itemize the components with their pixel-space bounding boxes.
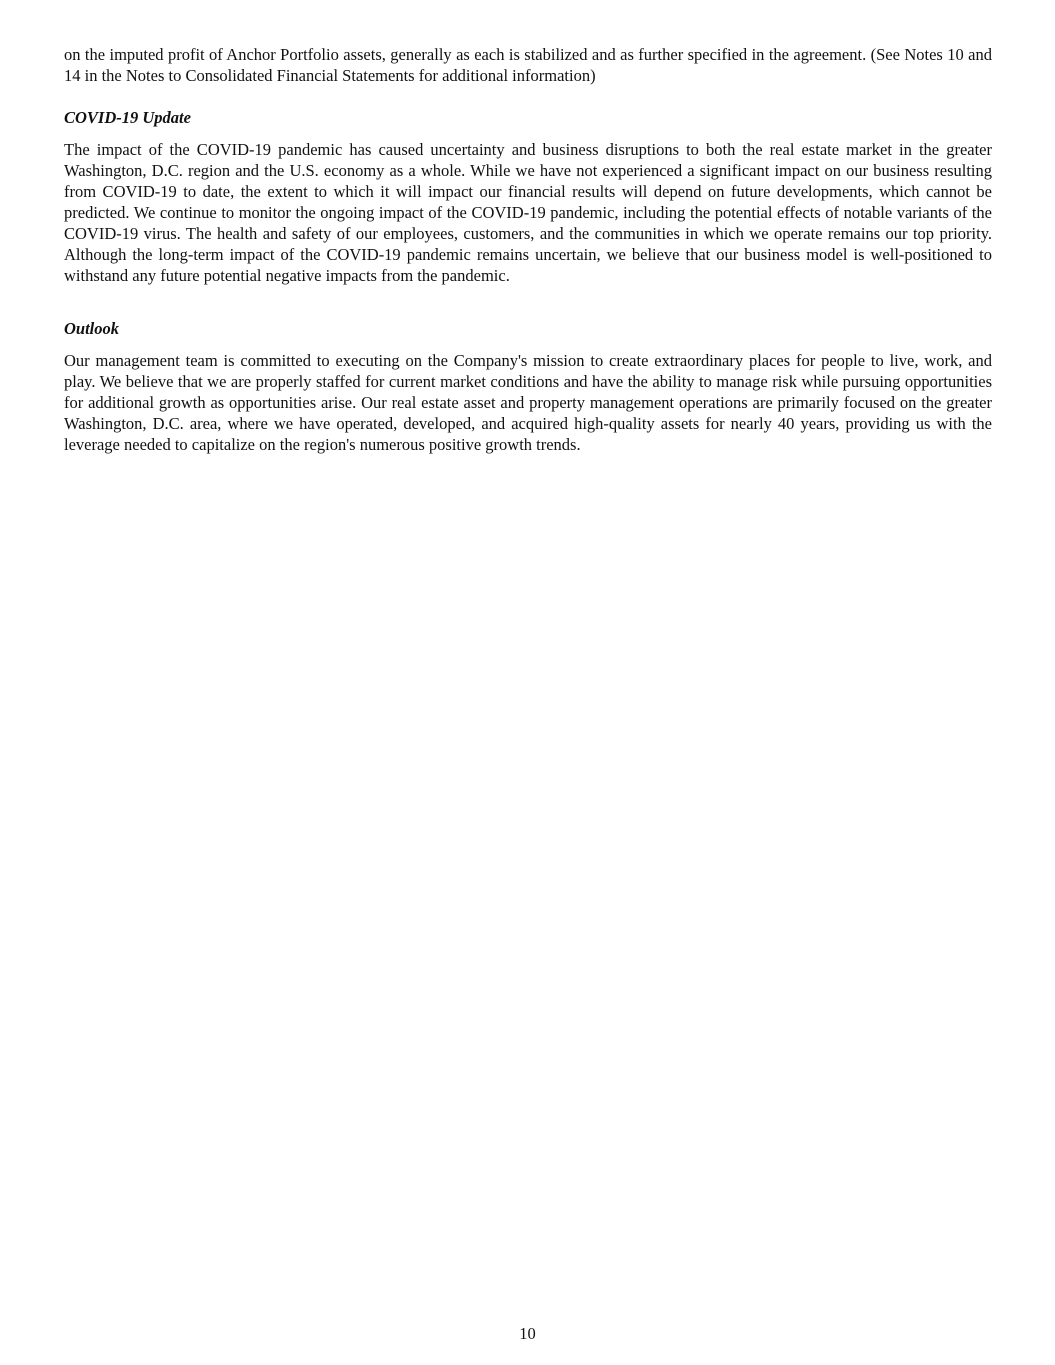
outlook-heading: Outlook <box>64 319 120 338</box>
covid-update-paragraph: The impact of the COVID-19 pandemic has caused uncertainty and business disruptions to both the real estate market in the greater Washington, D.C. region and the U.S. economy as a whole. While we have not experienced a significant impact on our business resulting from COVID-19 to date, the extent to which it will impact our financial results will depend on future developments, which cannot be predicted. We continue to monitor the ongoing impact of the COVID-19 pandemic, including the potential effects of notable variants of the COVID-19 virus. The health and safety of our employees, customers, and the communities in which we operate remains our top priority. Although the long-term impact of the COVID-19 pandemic remains uncertain, we believe that our business model is well-positioned to withstand any future potential negative impacts from the pandemic. <box>64 140 992 285</box>
outlook-paragraph: Our management team is committed to executing on the Company's mission to create extraordinary places for people to live, work, and play. We believe that we are properly staffed for current market conditions and have the ability to manage risk while pursuing opportunities for additional growth as opportunities arise. Our real estate asset and property management operations are primarily focused on the greater Washington, D.C. area, where we have operated, developed, and acquired high-quality assets for nearly 40 years, providing us with the leverage needed to capitalize on the region's numerous positive growth trends. <box>64 351 992 454</box>
document-page <box>64 44 992 455</box>
covid-update-heading: COVID-19 Update <box>64 108 191 127</box>
page-number: 10 <box>519 1324 536 1343</box>
intro-paragraph: on the imputed profit of Anchor Portfolio assets, generally as each is stabilized and as further specified in the agreement. (See Notes 10 and 14 in the Notes to Consolidated Financial Statements for additional information) <box>64 45 992 85</box>
